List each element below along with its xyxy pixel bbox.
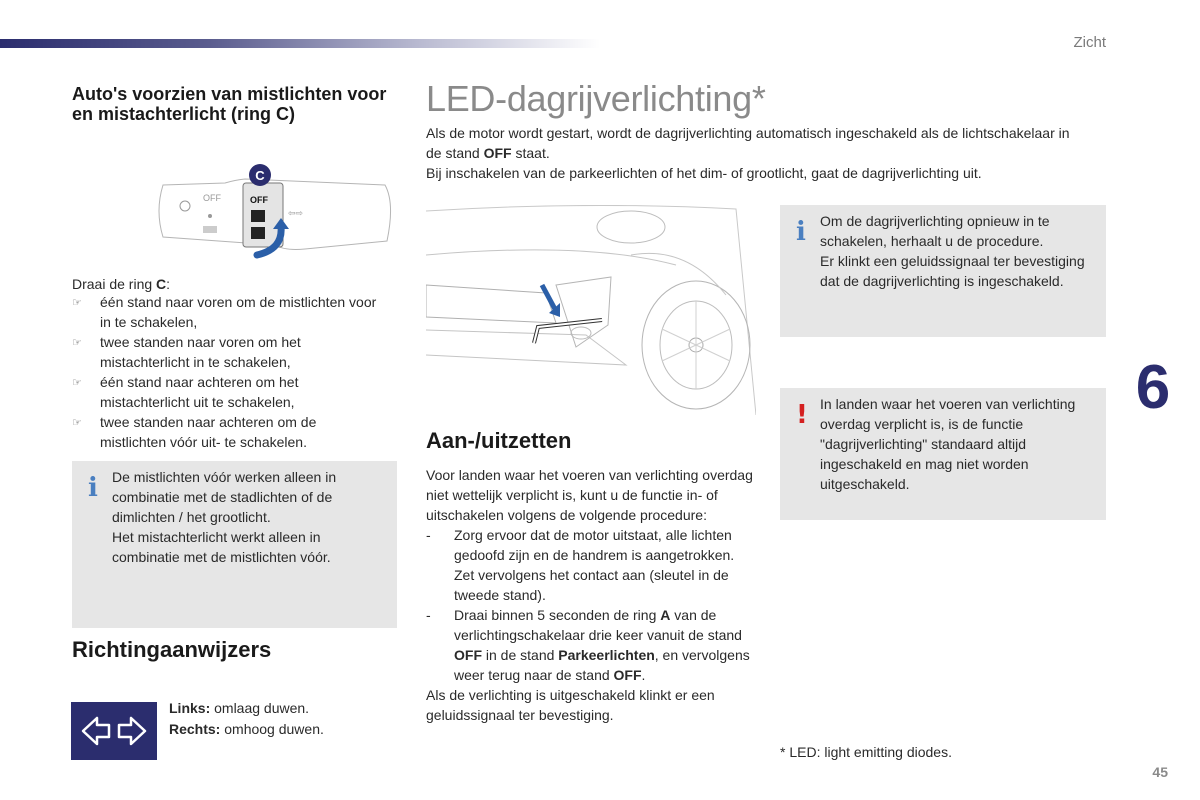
drl-warning-text: In landen waar het voeren van verlichting overdag verplicht is, is de functie "dagrijverlichting" standaard altijd ingeschakeld en mag niet worden uitgeschakeld. [820, 396, 1076, 492]
pointing-hand-icon: ☞ [72, 377, 82, 389]
drl-info-box [780, 205, 1106, 337]
procedure-step: - Draai binnen 5 seconden de ring A van de verlichtingschakelaar drie keer vanuit de stand OFF in de stand Parkeerlichten, en vervolgens weer terug naar de stand OFF. [426, 607, 750, 683]
list-item: ☞ twee standen naar achteren om de mistlichten vóór uit- te schakelen. [72, 414, 317, 450]
chapter-number: 6 [1135, 353, 1171, 422]
page-number: 45 [1152, 764, 1168, 780]
procedure-text: Voor landen waar het voeren van verlichting overdag niet wettelijk verplicht is, kunt u de functie in- of uitschakelen volgens de volgende procedure: - Zorg ervoor dat de motor uitstaat, alle lichten gedoofd zijn en de handrem is aangetrokken. Zet vervolgens het contact aan (sleutel in de tweede stand). - Draai binnen 5 seconden de ring A van de verlichtingschakelaar drie keer vanuit de stand OFF in de stand Parkeerlichten, en vervolgens weer terug naar de stand OFF. Als de verlichting is uitgeschakeld klinkt er een geluidssignaal ter bevestiging. [426, 465, 756, 725]
pointing-hand-icon: ☞ [72, 417, 82, 429]
list-item: ☞ twee standen naar voren om het mistachterlicht in te schakelen, [72, 334, 301, 370]
turn-signals-heading: Richtingaanwijzers [72, 637, 272, 662]
on-off-heading: Aan-/uitzetten [426, 428, 572, 453]
ring-intro: Draai de ring C: [72, 276, 171, 292]
lever-off-label: OFF [250, 195, 268, 205]
fog-info-box [72, 461, 397, 628]
warning-icon: ! [796, 400, 808, 430]
fog-info-text: De mistlichten vóór werken alleen in combinatie met de stadlichten of de dimlichten / het grootlicht. Het mistachterlicht werkt alleen in combinatie met de mistlichten vóór. [112, 469, 337, 565]
procedure-step: - Zorg ervoor dat de motor uitstaat, alle lichten gedoofd zijn en de handrem is aangetrokken. Zet vervolgens het contact aan (sleutel in de tweede stand). [426, 527, 735, 603]
pointing-hand-icon: ☞ [72, 297, 82, 309]
drl-info-text: Om de dagrijverlichting opnieuw in te schakelen, herhaalt u de procedure. Er klinkt een geluidssignaal ter bevestiging dat de dagrijverlichting is ingeschakeld. [820, 213, 1085, 289]
header-bar [0, 39, 600, 48]
fog-lights-heading: Auto's voorzien van mistlichten voor en mistachterlicht (ring C) [72, 84, 387, 124]
ring-instructions [72, 292, 382, 452]
info-icon: i [88, 473, 98, 503]
car-front-illustration [426, 205, 756, 415]
intro-text: Als de motor wordt gestart, wordt de dagrijverlichting automatisch ingeschakeld als de lichtschakelaar in de stand OFF staat. Bij inschakelen van de parkeerlichten of het dim- of grootlicht, gaat de dagrijverlichting uit. [426, 125, 1070, 181]
page-title: LED-dagrijverlichting* [426, 78, 766, 119]
turn-signal-icon [71, 702, 157, 760]
list-item: ☞ één stand naar achteren om het mistachterlicht uit te schakelen, [72, 374, 299, 410]
ring-c-badge: C [255, 168, 265, 183]
list-item: ☞ één stand naar voren om de mistlichten voor in te schakelen, [72, 294, 377, 330]
svg-text:OFF: OFF [203, 193, 221, 203]
info-icon: i [796, 217, 806, 247]
turn-signal-instructions: Links: omlaag duwen. Rechts: omhoog duwen. [169, 700, 324, 737]
drl-warning-box [780, 388, 1106, 520]
footnote: * LED: light emitting diodes. [780, 744, 952, 760]
svg-text:⇦⇨: ⇦⇨ [288, 208, 304, 218]
pointing-hand-icon: ☞ [72, 337, 82, 349]
section-label: Zicht [1073, 34, 1106, 51]
lever-illustration [155, 163, 400, 263]
